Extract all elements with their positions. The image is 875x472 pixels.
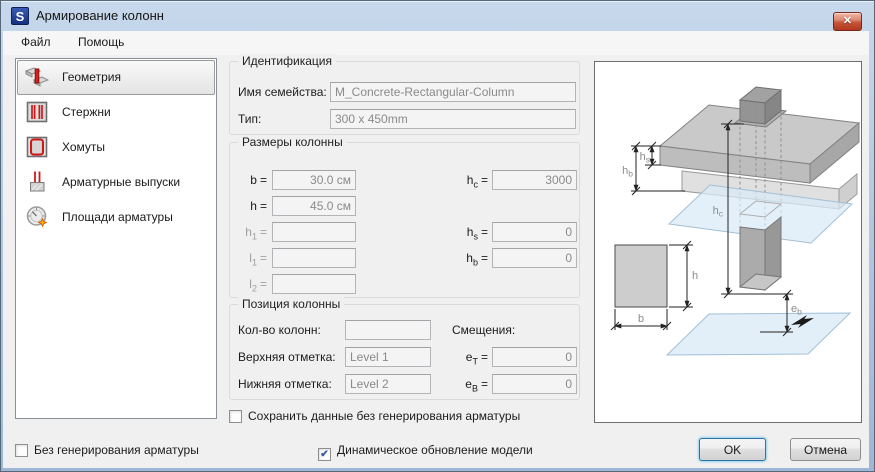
lower-level-plane	[667, 313, 850, 355]
ok-button[interactable]: OK	[699, 438, 766, 461]
starter-bars-icon	[25, 170, 49, 194]
group-title: Позиция колонны	[238, 297, 344, 311]
sidebar-item-stirrups[interactable]: Хомуты	[17, 130, 215, 165]
dim-l2-label: $l_2$ =	[249, 277, 267, 294]
sidebar-item-geometry[interactable]: Геометрия	[17, 60, 215, 95]
check-icon: ✔	[320, 449, 329, 460]
geometry-icon	[25, 65, 49, 89]
app-logo-icon: S	[11, 7, 29, 25]
dim-l2-field	[272, 274, 356, 294]
column-count-field	[345, 320, 431, 340]
dialog-client-area	[3, 31, 869, 468]
type-label: Тип:	[238, 112, 262, 126]
window-title: Армирование колонн	[36, 8, 164, 23]
dim-hs-field	[492, 222, 577, 242]
family-name-label: Имя семейства:	[238, 85, 327, 99]
menu-help[interactable]: Помощь	[77, 35, 125, 49]
offset-eb-field	[492, 374, 577, 394]
no-generation-checkbox[interactable]: Без генерирования арматуры	[15, 442, 199, 458]
bottom-level-label: Нижняя отметка:	[238, 377, 332, 391]
group-position	[229, 297, 580, 400]
offsets-label: Смещения:	[452, 323, 516, 337]
dim-hb-field	[492, 248, 577, 268]
checkbox-box-checked[interactable]	[318, 448, 331, 461]
group-title: Идентификация	[238, 54, 336, 68]
dim-h-field	[272, 196, 356, 216]
column-diagram	[595, 62, 861, 422]
dim-label-b: b	[637, 313, 645, 325]
offset-et-label: $e_T$ =	[465, 350, 488, 367]
offset-eb-label: $e_B$ =	[465, 377, 488, 394]
dimension-h	[669, 241, 693, 311]
dim-b-field	[272, 170, 356, 190]
dim-label-hc: $h_c$	[712, 205, 723, 219]
dim-h-label: h =	[250, 199, 267, 213]
dynamic-update-checkbox[interactable]: ✔ Динамическое обновление модели	[318, 442, 533, 458]
menu-file[interactable]: Файл	[21, 35, 51, 49]
save-data-checkbox[interactable]: Сохранить данные без генерирования арматуры	[229, 408, 520, 424]
preview-panel	[594, 61, 862, 423]
dim-hb-label: $h_b$ =	[466, 251, 488, 268]
rebar-section-icon	[25, 100, 49, 124]
titlebar	[1, 1, 874, 31]
column-count-label: Кол-во колонн:	[238, 323, 321, 337]
close-icon[interactable]: ✕	[833, 12, 862, 31]
dim-b-label: b =	[250, 173, 267, 187]
dim-h1-label: $h_1$ =	[245, 225, 267, 242]
menubar	[3, 31, 869, 55]
family-name-field	[330, 82, 576, 102]
dim-hc-label: $h_c$ =	[466, 173, 488, 190]
sidebar-item-rebar-areas[interactable]: Площади арматуры	[17, 200, 215, 235]
type-field	[330, 109, 576, 129]
dim-label-h: h	[692, 270, 699, 282]
dim-h1-field	[272, 222, 356, 242]
dim-label-hb: $h_b$	[622, 165, 633, 179]
stirrup-icon	[25, 135, 49, 159]
checkbox-box[interactable]	[15, 444, 28, 457]
column-section-2d	[615, 245, 667, 307]
dim-label-eb: $e_b$	[791, 303, 802, 317]
bottom-level-field	[345, 374, 431, 394]
dim-l1-field	[272, 248, 356, 268]
checkbox-box[interactable]	[229, 410, 242, 423]
cancel-button[interactable]: Отмена	[790, 438, 861, 461]
sidebar-nav	[15, 58, 217, 419]
group-dimensions	[229, 135, 580, 298]
offset-et-field	[492, 347, 577, 367]
top-level-label: Верхняя отметка:	[238, 350, 336, 364]
dim-hs-label: $h_s$ =	[466, 225, 488, 242]
sidebar-item-starter-bars[interactable]: Арматурные выпуски	[17, 165, 215, 200]
group-title: Размеры колонны	[238, 135, 347, 149]
dim-l1-label: $l_1$ =	[249, 251, 267, 268]
dim-label-hs: $h_s$	[639, 151, 650, 165]
dim-hc-field	[492, 170, 577, 190]
gauge-star-icon	[25, 205, 49, 229]
group-identification	[229, 54, 580, 135]
sidebar-item-bars[interactable]: Стержни	[17, 95, 215, 130]
top-level-field	[345, 347, 431, 367]
